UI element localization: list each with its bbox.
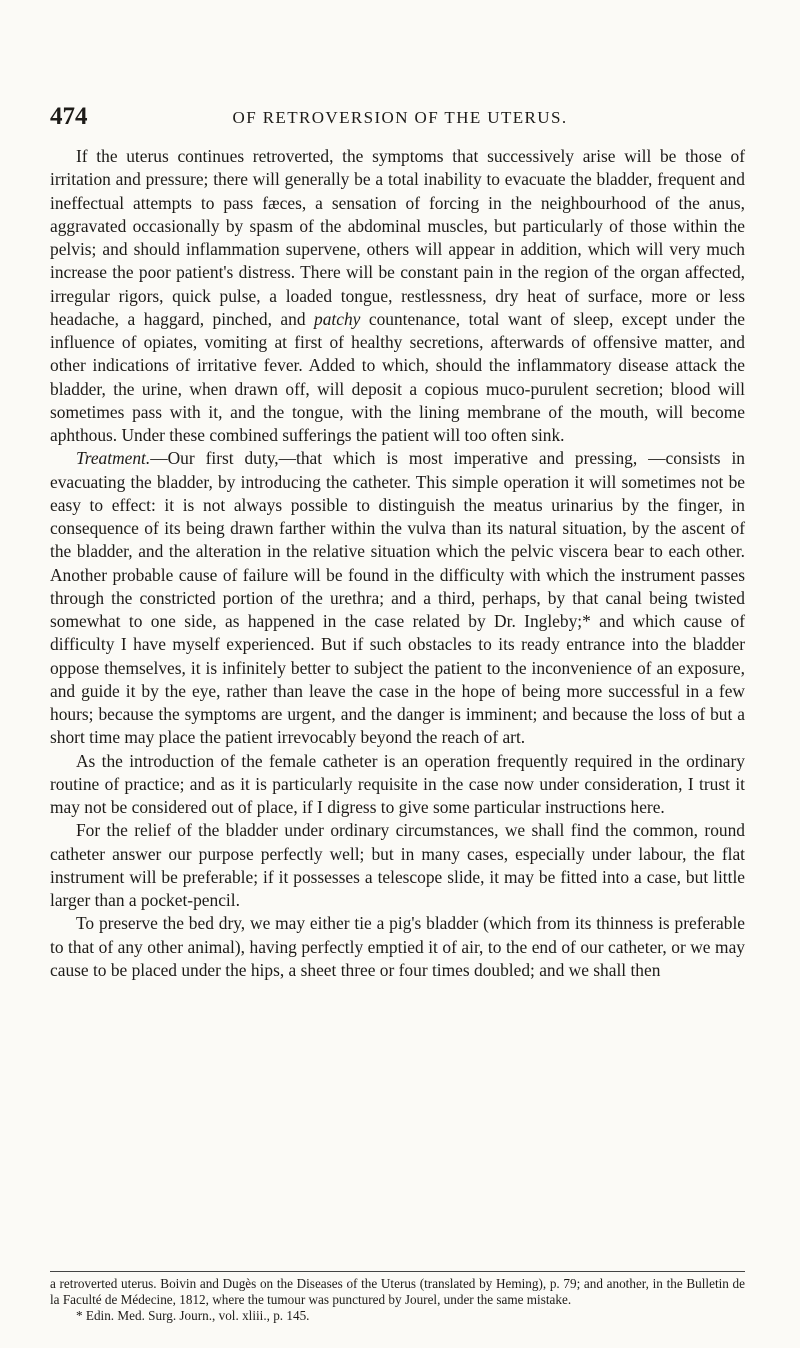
italic-word: patchy bbox=[314, 308, 361, 329]
footnote-star: * Edin. Med. Surg. Journ., vol. xliii., p. 145. bbox=[76, 1308, 310, 1323]
paragraph-bed-dry: To preserve the bed dry, we may either tie a pig's bladder (which from its thinness is preferable to that of any other animal), having perfectly emptied it of air, to the end of our catheter, or we may cause to be placed under the hips, a sheet three or four times doubled; and we shall then bbox=[50, 913, 745, 980]
footnote-divider bbox=[50, 1271, 745, 1272]
footnotes bbox=[50, 1276, 745, 1324]
paragraph-treatment bbox=[50, 447, 745, 749]
paragraph-catheter-types: For the relief of the bladder under ordinary circumstances, we shall find the common, round catheter answer our purpose perfectly well; but in many cases, especially under labour, the flat instrument will be preferable; if it possesses a telescope slide, it may be fitted into a case, but little larger than a pocket-pencil. bbox=[50, 820, 745, 910]
paragraph-text: countenance, total want of sleep, except under the influence of opiates, vomiting at first of healthy secretions, afterwards of offensive matter, and other indications of irritative fever. Added to which, should the inflammatory disease attack the bladder, the urine, when drawn off, will deposit a copious muco-purulent secretion; blood will sometimes pass with it, and the tongue, with the lining membrane of the mouth, will become aphthous. Under these combined sufferings the patient will too often sink. bbox=[50, 308, 745, 445]
page-header bbox=[50, 105, 750, 129]
running-title: OF RETROVERSION OF THE UTERUS. bbox=[232, 108, 568, 127]
paragraph-text: —Our first duty,—that which is most imperative and pressing, —consists in evacuating the bladder, by introducing the catheter. This simple operation it will sometimes not be easy to effect: it is not always possible to distinguish the meatus urinarius by the finger, in consequence of its being drawn farther within the vulva than its natural situation, by the ascent of the bladder, and the alteration in the relative situation which the pelvic viscera bear to each other. Another probable cause of failure will be found in the difficulty with which the instrument passes through the constricted portion of the urethra; and a third, perhaps, by that canal being twisted somewhat to one side, as happened in the case related by Dr. Ingleby;* and which cause of difficulty I have myself experienced. But if such obstacles to its ready entrance into the bladder oppose themselves, it is infinitely better to subject the patient to the inconvenience of an exposure, and guide it by the eye, rather than leave the case in the hope of being more successful in a few hours; because the symptoms are urgent, and the danger is imminent; and because the loss of but a short time may place the patient irrevocably beyond the reach of art. bbox=[50, 448, 745, 748]
main-text bbox=[50, 145, 745, 982]
footnote-continued: a retroverted uterus. Boivin and Dugès on the Diseases of the Uterus (translated by Heming), p. 79; and another, in the Bulletin de la Faculté de Médecine, 1812, where the tumour was punctured by Jourel, under the same mistake. bbox=[50, 1276, 745, 1307]
page-number: 474 bbox=[50, 103, 88, 130]
section-label: Treatment. bbox=[76, 448, 151, 469]
paragraph-text: If the uterus continues retroverted, the symptoms that successively arise will be those of irritation and pressure; there will generally be a total inability to evacuate the bladder, frequent and ineffectual attempts to pass fæces, a sensation of forcing in the neighbourhood of the anus, aggravated occasionally by spasm of the abdominal muscles, but particularly of those within the pelvis; and should inflammation supervene, others will appear in addition, which will very much increase the poor patient's distress. There will be constant pain in the region of the organ affected, irregular rigors, quick pulse, a loaded tongue, restlessness, dry heat of surface, more or less headache, a haggard, pinched, and bbox=[50, 146, 745, 329]
paragraph-symptoms bbox=[50, 145, 745, 447]
paragraph-catheter-intro: As the introduction of the female catheter is an operation frequently required in the ordinary routine of practice; and as it is particularly requisite in the case now under consideration, I trust it may not be considered out of place, if I digress to give some particular instructions here. bbox=[50, 750, 745, 817]
